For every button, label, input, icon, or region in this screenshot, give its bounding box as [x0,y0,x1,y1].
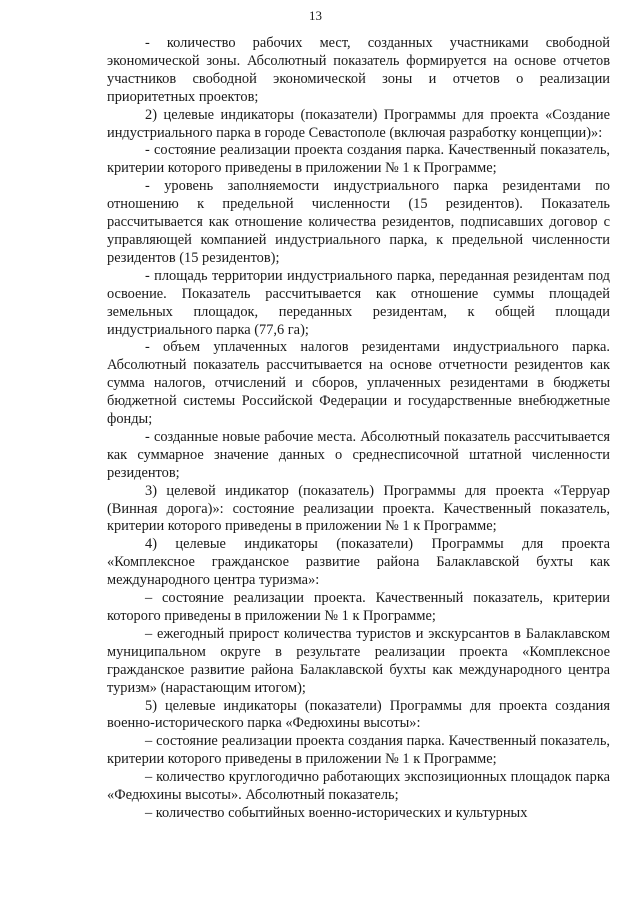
paragraph-taxes-paid: - объем уплаченных налогов резидентами индустриального парка. Абсолютный показатель рассчитывается на основе отчетности резидентов как сумма налогов, отчислений и сборов, уплаченных резидентами в бюджеты бюджетной системы Российской Федерации и государственные внебюджетные фонды; [107,339,610,428]
paragraph-terroir-indicator: 3) целевой индикатор (показатель) Программы для проекта «Терруар (Винная дорога)»: состояние реализации проекта. Качественный показатель, критерии которого приведены в приложении № 1 к Программе; [107,482,610,535]
paragraph-fedyukhin-heights-indicators: 5) целевые индикаторы (показатели) Программы для проекта создания военно-исторического парка «Федюхины высоты»: [107,697,610,732]
paragraph-fedyukhin-status: – состояние реализации проекта создания парка. Качественный показатель, критерии которого приведены в приложении № 1 к Программе; [107,733,610,768]
paragraph-exposition-sites: – количество круглогодично работающих экспозиционных площадок парка «Федюхины высоты». Абсолютный показатель; [107,769,610,804]
paragraph-balaklava-status: – состояние реализации проекта. Качественный показатель, критерии которого приведены в приложении № 1 к Программе; [107,590,610,624]
paragraph-industrial-park-indicators: 2) целевые индикаторы (показатели) Программы для проекта «Создание индустриального парка в городе Севастополе (включая разработку концепции)»: [107,106,610,141]
paragraph-jobs-created-sez: - количество рабочих мест, созданных участниками свободной экономической зоны. Абсолютный показатель формируется на основе отчетов участников свободной экономической зоны и отчетов о реализации приоритетных проектов; [107,35,610,105]
paragraph-new-jobs: - созданные новые рабочие места. Абсолютный показатель рассчитывается как суммарное значение данных о среднесписочной штатной численности резидентов; [107,428,610,481]
paragraph-tourist-growth: – ежегодный прирост количества туристов и экскурсантов в Балаклавском муниципальном округе в результате реализации проекта «Комплексное гражданское развитие района Балаклавской бухты как международного центра туризм» (нарастающим итогом); [107,625,610,696]
page-number: 13 [309,8,322,23]
document-body [107,35,610,823]
paragraph-balaklava-indicators: 4) целевые индикаторы (показатели) Программы для проекта «Комплексное гражданское развитие района Балаклавской бухты как международного центра туризма»: [107,536,610,589]
paragraph-park-occupancy-level: - уровень заполняемости индустриального парка резидентами по отношению к предельной численности (15 резидентов). Показатель рассчитывается как отношение количества резидентов, подписавших договор с управляющей компанией индустриального парка, к предельной численности резидентов (15 резидентов); [107,178,610,266]
paragraph-events-count: – количество событийных военно-исторических и культурных [145,804,528,821]
paragraph-park-area-transferred: - площадь территории индустриального парка, переданная резидентам под освоение. Показатель рассчитывается как отношение суммы площадей земельных площадок, переданных резидентам, к общей площади индустриального парка (77,6 га); [107,267,610,338]
paragraph-park-implementation-status: - состояние реализации проекта создания парка. Качественный показатель, критерии которого приведены в приложении № 1 к Программе; [107,142,610,177]
